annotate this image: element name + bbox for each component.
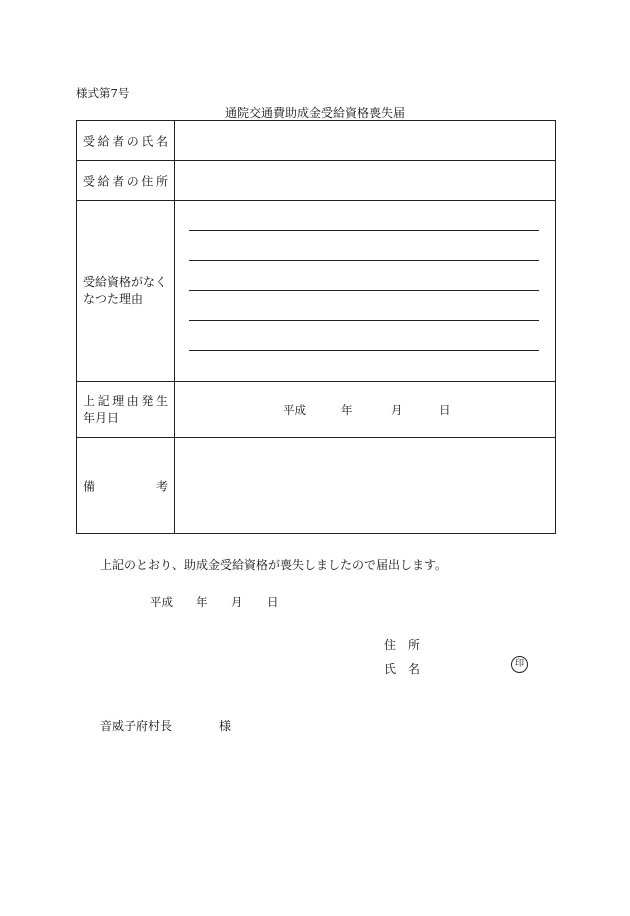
form-number: 様式第7号 [76, 86, 130, 100]
remarks-row [77, 438, 555, 534]
reason-write-line [189, 350, 539, 351]
occurrence-era: 平成 [283, 402, 306, 417]
reason-write-line [189, 290, 539, 291]
seal-icon: 印 [511, 656, 528, 673]
applicant-address-label: 住 所 [384, 638, 421, 652]
reason-label: 受給資格がなく なつた理由 [77, 201, 175, 381]
recipient-address-label: 受 給 者 の 住 所 [77, 161, 175, 200]
occurrence-month: 月 [391, 402, 403, 417]
reason-row [77, 201, 555, 382]
recipient-name-label: 受 給 者 の 氏 名 [77, 121, 175, 160]
submit-month: 月 [231, 595, 243, 609]
reason-field[interactable] [175, 201, 555, 381]
remarks-label: 備 考 [77, 438, 175, 534]
recipient-address-field[interactable] [175, 161, 555, 200]
applicant-name-label: 氏 名 [384, 662, 421, 676]
occurrence-date-row [77, 382, 555, 438]
addressee-honorific: 様 [219, 719, 232, 733]
occurrence-date-field[interactable] [175, 382, 555, 437]
occurrence-date-label: 上 記 理 由 発 生 年月日 [77, 382, 175, 437]
submit-era: 平成 [150, 595, 173, 609]
form-table [76, 120, 556, 534]
submit-year: 年 [196, 595, 208, 609]
addressee-title: 音威子府村長 [100, 719, 173, 733]
recipient-name-field[interactable] [175, 121, 555, 160]
submit-day: 日 [267, 595, 279, 609]
declaration-text: 上記のとおり、助成金受給資格が喪失しましたので届出します。 [100, 558, 448, 572]
document-title: 通院交通費助成金受給資格喪失届 [224, 106, 405, 120]
occurrence-day: 日 [439, 402, 451, 417]
reason-write-line [189, 230, 539, 231]
recipient-address-row [77, 161, 555, 201]
reason-write-line [189, 260, 539, 261]
remarks-field[interactable] [175, 438, 555, 534]
recipient-name-row [77, 121, 555, 161]
occurrence-year: 年 [341, 402, 353, 417]
reason-write-line [189, 320, 539, 321]
